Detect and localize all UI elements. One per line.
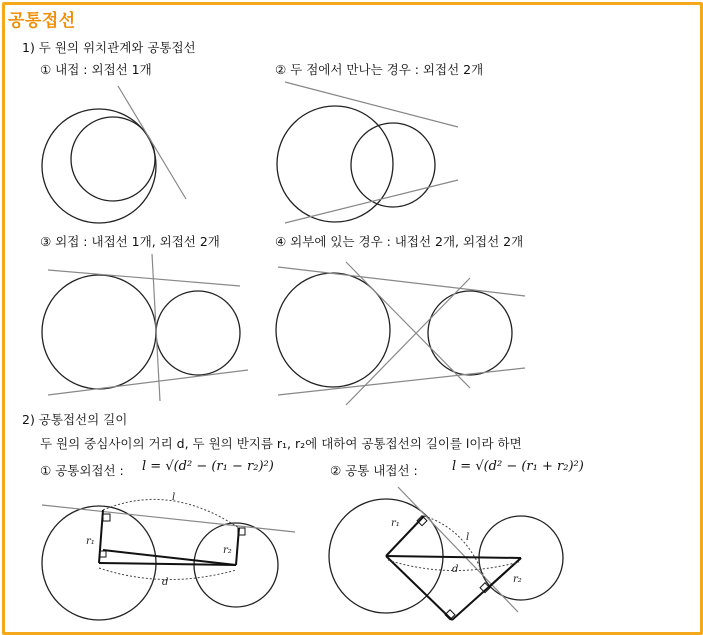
case3-label: ③ 외접 : 내접선 1개, 외접선 2개 [40,234,220,249]
ext-l-label: l [172,492,176,503]
int-l-label: l [466,532,470,543]
case3-large-circle [42,275,156,389]
int-r2-label: r₂ [513,574,522,585]
ext-r1-label: r₁ [86,536,95,547]
case1-diagram [42,109,156,223]
case4-tangent-top [278,267,525,296]
internal-formula-label: ② 공통 내접선 : [330,463,418,478]
case4-small-circle [428,291,512,375]
case4-tangent-cross-a [346,262,470,388]
case2-diagram [277,106,435,222]
case4-tangent-cross-b [346,278,470,405]
section1-heading: 1) 두 원의 위치관계와 공통접선 [22,40,196,55]
ext-d-label: d [162,577,169,588]
case1-label: ① 내접 : 외접선 1개 [40,62,152,77]
int-r1-label: r₁ [391,518,400,529]
int-parallel-line [452,558,521,620]
case2-label: ② 두 점에서 만나는 경우 : 외접선 2개 [275,62,484,77]
ext-right-angle-1 [103,514,110,521]
case2-tangent-top [285,82,458,127]
case1-small-circle [71,117,155,201]
case4-tangent-bottom [278,368,525,395]
case2-left-circle [277,106,393,222]
int-d-label: d [452,564,459,575]
int-common-tangent [398,487,518,612]
ext-right-angle-3 [100,551,106,557]
external-formula-label: ① 공통외접선 : [40,463,124,478]
ext-common-tangent [42,505,295,532]
case4-label: ④ 외부에 있는 경우 : 내접선 2개, 외접선 2개 [275,234,524,249]
int-center-line [386,556,521,558]
ext-r2-label: r₂ [223,545,232,556]
case2-tangent-bottom [285,180,458,223]
external-formula: l = √(d² − (r₁ − r₂)²) [142,459,274,474]
internal-formula: l = √(d² − (r₁ + r₂)²) [452,459,584,474]
int-l-arc [424,516,488,588]
case3-small-circle [156,291,240,375]
case3-tangent-inner [152,254,160,401]
section2-description: 두 원의 중심사이의 거리 d, 두 원의 반지름 r₁, r₂에 대하여 공통접선의 길이를 l이라 하면 [40,436,522,451]
case1-tangent [118,86,186,199]
case3-tangent-bottom [48,370,248,395]
case3-tangent-top [48,270,240,286]
page-title: 공통접선 [8,11,76,31]
case3-diagram [42,275,240,389]
section2-heading: 2) 공통접선의 길이 [22,412,128,427]
